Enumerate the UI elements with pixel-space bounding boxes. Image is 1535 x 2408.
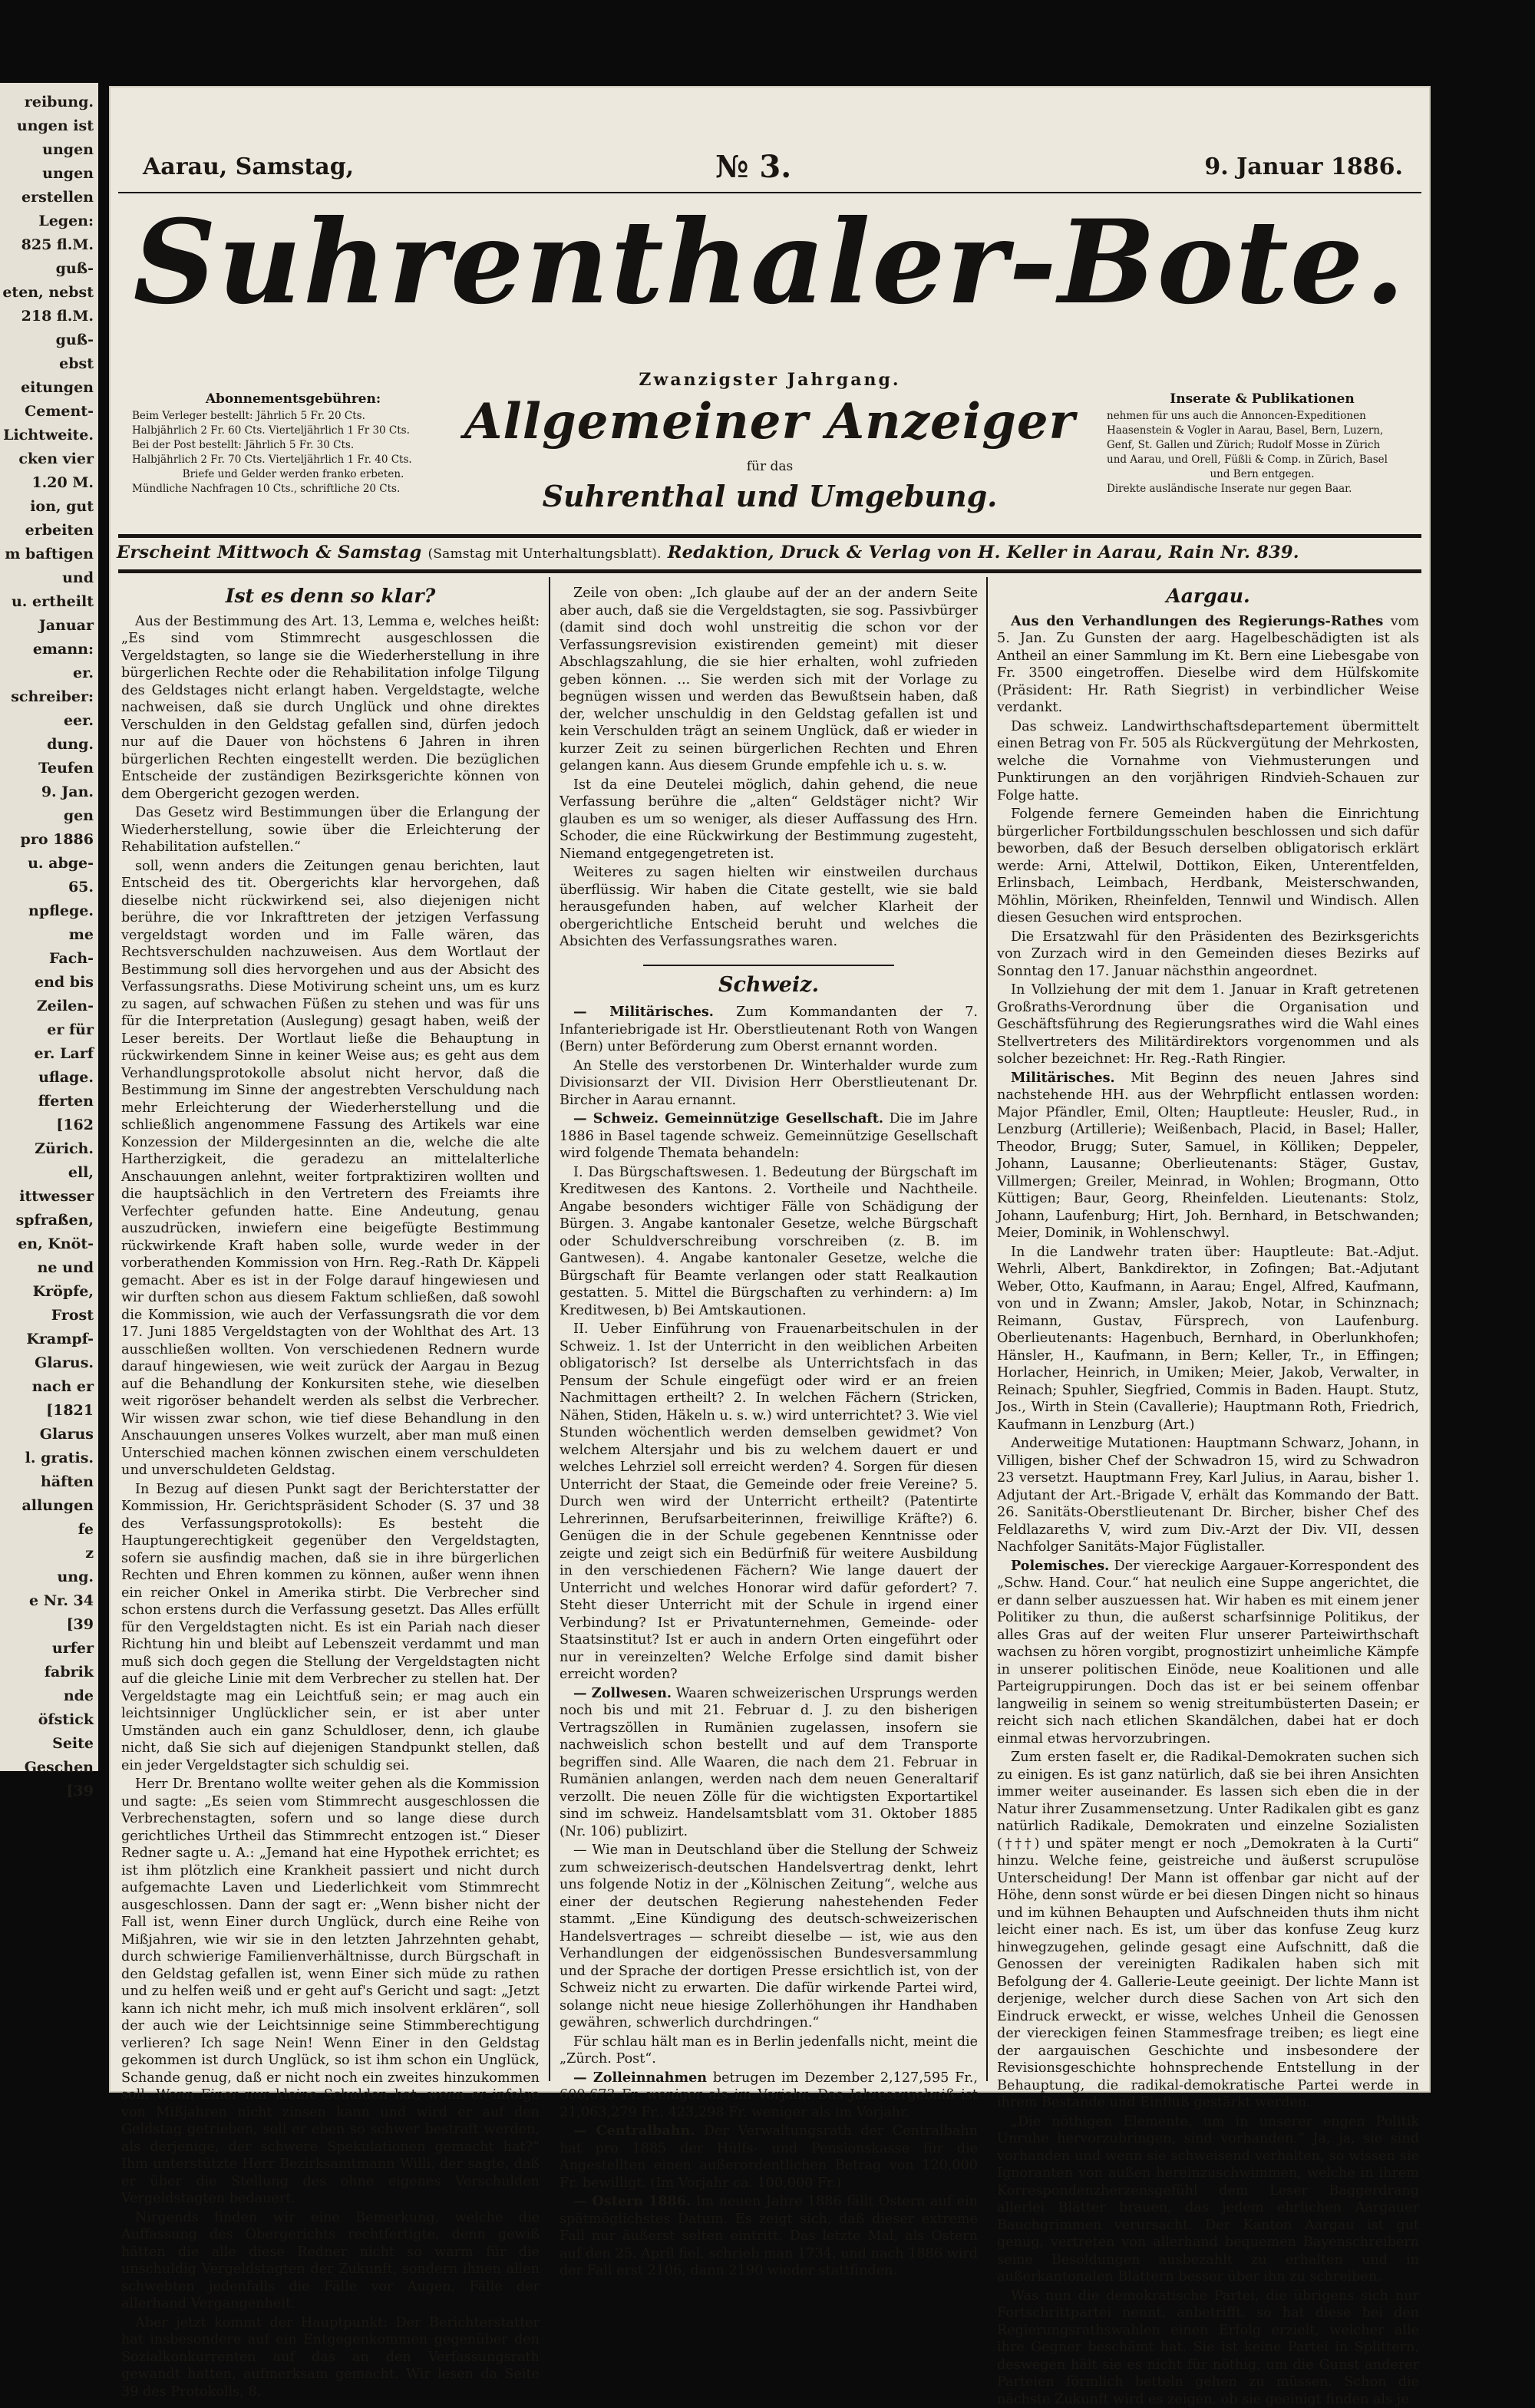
- news-item: [560, 2070, 978, 2122]
- masthead-title: Suhrenthaler-Bote.: [109, 195, 1431, 330]
- strip-text: u. ertheilt: [12, 593, 94, 610]
- news-runin: Aus den Verhandlungen des Regierungs-Rathes: [1011, 613, 1383, 629]
- news-text: Der Verwaltungsrath der Centralbahn hat pro 1885 der Hülfs- und Pensionskasse für die Angestellten einen außerordentlichen Betrag von 120,000 Fr. bewilligt. (Im Vorjahr ca. 100,000 Fr.): [560, 2123, 978, 2191]
- strip-text: ungen: [42, 165, 94, 182]
- news-item: [997, 1244, 1419, 1434]
- ads-line: Genf, St. Gallen und Zürich; Rudolf Mosse in Zürich: [1107, 438, 1418, 453]
- strip-text: dung.: [47, 736, 94, 753]
- paragraph: Aus der Bestimmung des Art. 13, Lemma e, welches heißt: „Es sind vom Stimmrecht ausgeschlossen die Vergeldstagten, so lange sie die Wiederherstellung in ihre bürgerlichen Rechte oder die Rehabilitation infolge Tilgung des Geldstages nicht erlangt haben. Vergeldstagte, welche nachweisen, daß sie durch Unglück und ohne direktes Verschulden in den Geldstag gefallen sind, dürfen jedoch nur auf die Dauer von höchstens 6 Jahren in ihren bürgerlichen Rechten eingestellt werden. Die bezüglichen Entscheide der zuständigen Bezirksgerichte können von dem Obergericht gezogen werden.: [121, 613, 540, 803]
- strip-text: erbeiten: [25, 522, 94, 539]
- paragraph: Herr Dr. Brentano wollte weiter gehen als die Kommission und sagte: „Es seien vom Stimmrecht ausgeschlossen die Verbrechenstagten, sofern und so lange diese durch gerichtliches Urtheil das Stimmrecht entzogen ist.“ Dieser Redner sagte u. A.: „Jemand hat eine Hypothek errichtet; es ist ihm plötzlich eine Krankheit passiert und nicht durch aufgemachte Laven und Liederlichkeit vom Stimmrecht ausgeschlossen. Dann der sagt er: „Wenn bisher nicht der Fall ist, wenn Einer durch Unglück, durch eine Reihe von Mißjahren, wie wir sie in den letzten Jahrzehnten gehabt, durch schwierige Familienverhältnisse, durch Bürgschaft in den Geldstag gefallen ist, wenn Einer sich müde zu rathen und zu helfen weiß und er geht auf's Gericht und sagt: „Jetzt kann ich nicht mehr, ich muß mich insolvent erklären“, soll der auch wie der Leichtsinnige seine Stimmberechtigung verlieren? Ich sage Nein! Wenn Einer in den Geldstag gekommen ist durch Unglück, so ist ihm schon ein Unglück, Schande genug, daß er nicht noch ein zweites hinzukommen soll. Wenn Einer nur kleine Schulden hat, wenn er infolge von Mißjahren nicht zinsen kann und wird er auf den Geldstag getrieben, soll er eben so schwer bestraft werden, als derjenige, der schwere Spekulationen gemacht hat?“ Ihm unterstützte Herr Bezirksamtmann Willi, der sagte, daß er über die Stellung des ohne eigenes Verschulden Vergeldstagten bedauert.: [121, 1776, 540, 2208]
- strip-text: eitungen: [21, 379, 94, 396]
- strip-text: Geschen: [25, 1759, 94, 1776]
- news-text: Die Ersatzwahl für den Präsidenten des Bezirksgerichts von Zurzach wird in den Gemeinden dieses Bezirks auf Sonntag den 17. Januar nächsthin angeordnet.: [997, 929, 1419, 979]
- news-item: [560, 1004, 978, 1056]
- news-text: „Die nöthigen Elemente, um in unserer engen Politik Unruhe hervorzubringen, sind vorhanden.“ Ja, ja, sie sind vorhanden und wenn sie schweisend verhalten, so wissen sie Ignoranten von außen hereinzuschwimmen, welche in ihrem Korrespondenzherzensgefühl dem Leser Baggerdrang allerlei Blätter brauen, das jedem ehrlichen Aargauer Bauchgrimmen verursacht. Der Kanton Aargau ist gut genug, vertreten von allerhand bequemen Bayenschreibern seine Besoldungen ausbezahlt zu erhalten und in außerkantonalen Blättern besser über ihn zu schreiben.: [997, 2114, 1419, 2285]
- ads-line: nehmen für uns auch die Annoncen-Expeditionen: [1107, 409, 1418, 424]
- imprint-rule-top: [118, 534, 1421, 538]
- news-item: [997, 1558, 1419, 1748]
- top-rule: [118, 192, 1421, 193]
- strip-text: 218 fl.M.: [21, 308, 94, 325]
- strip-text: z: [85, 1545, 94, 1562]
- strip-text: fferten: [38, 1093, 94, 1110]
- strip-text: gen: [64, 807, 94, 824]
- strip-text: m baftigen: [5, 546, 94, 562]
- news-text: Waaren schweizerischen Ursprungs werden noch bis und mit 21. Februar d. J. zu den bisherigen Vertragszöllen in Rumänien zugelassen, insofern sie nachweislich schon bestellt und auf dem Transporte begriffen sind. Alle Waaren, die nach dem 21. Februar in Rumänien anlangen, werden nach dem neuen Generaltarif verzollt. Die neuen Zölle für die wichtigsten Exportartikel sind im schweiz. Handelsamtsblatt vom 31. Oktober 1885 (Nr. 106) publizirt.: [560, 1686, 978, 1839]
- strip-text: Kröpfe,: [33, 1283, 94, 1300]
- imprint-paren: (Samstag mit Unterhaltungsblatt).: [428, 546, 662, 562]
- fuer-das: für das: [109, 459, 1431, 474]
- strip-text: ungen ist: [17, 117, 94, 134]
- paragraph: Ist da eine Deutelei möglich, dahin gehend, die neue Verfassung berühre die „alten“ Geldstäger nicht? Wir glauben es um so weniger, als dieser Auffassung des Hrn. Schoder, die eine Rückwirkung der Bestimmung zugesteht, Niemand entgegengetreten ist.: [560, 777, 978, 863]
- strip-text: Krampf-: [26, 1331, 94, 1347]
- strip-text: Legen:: [38, 213, 94, 229]
- news-item: [997, 1435, 1419, 1556]
- paragraph: Nirgends finden wir eine Bemerkung, welche die Auffassung des Obergerichts rechtfertigte, denn gewiß hätten die alle diese Redner nicht so warm für die unschuldig Vergeldstagten der Zukunft, sondern ihnen allen schwebten jedenfalls die Fälle vor Augen, Fälle der allerhand Vergangenheit.: [121, 2209, 540, 2313]
- strip-text: [1821: [46, 1402, 94, 1419]
- region-line: Suhrenthal und Umgebung.: [109, 479, 1431, 513]
- news-runin: — Zollwesen.: [573, 1685, 672, 1701]
- news-runin: Militärisches.: [1011, 1070, 1115, 1086]
- news-text: Die im Jahre 1886 in Basel tagende schweiz. Gemeinnützige Gesellschaft wird folgende Themata behandeln:: [560, 1111, 978, 1161]
- imprint-rule-bottom: [118, 569, 1421, 573]
- strip-text: 9. Jan.: [41, 783, 94, 800]
- adjacent-page-strip: [0, 83, 98, 1771]
- subscription-line: Mündliche Nachfragen 10 Cts., schriftliche 20 Cts.: [132, 482, 454, 496]
- news-item: [997, 981, 1419, 1068]
- strip-text: en, Knöt-: [18, 1235, 94, 1252]
- column-3: [997, 585, 1419, 2081]
- strip-text: er.: [73, 665, 94, 681]
- strip-text: Seite: [52, 1735, 94, 1752]
- news-text: In Vollziehung der mit dem 1. Januar in Kraft getretenen Großraths-Verordnung über die Organisation und Geschäftsführung des Regierungsrathes wird die Wahl eines Stellvertreters des Militärdirektors vorgenommen und als solcher bezeichnet: Hr. Reg.-Rath Ringier.: [997, 982, 1419, 1067]
- strip-text: end bis: [35, 974, 94, 991]
- newspaper-page: [109, 86, 1431, 2093]
- place-day: Aarau, Samstag,: [143, 153, 354, 180]
- strip-text: er für: [47, 1021, 94, 1038]
- news-item: [560, 1164, 978, 1320]
- news-text: Der viereckige Aargauer-Korrespondent des „Schw. Hand. Cour.“ hat neulich eine Suppe angerichtet, die er dann selber auszuessen hat. Wir haben es mit einem jener Politiker zu thun, die außerst scharfsinnige Politikus, der alles Gras auf der weiten Flur unserer Parteiwirthschaft wachsen zu hören vorgibt, prognostizirt unheimliche Kämpfe in unserer politischen Einöde, neue Koalitionen und alle Parteigruppirungen. Doch das ist er bei seinem offenbar langweilig in seinem so wenig streitumbüsterten Dasein; er reicht sich nach etlichen Skandälchen, dabei hat er doch einmal etwas hervorzubringen.: [997, 1559, 1419, 1747]
- imprint-main: Erscheint Mittwoch & Samstag: [117, 543, 421, 562]
- news-item: [997, 806, 1419, 927]
- news-text: betrugen im Dezember 2,127,595 Fr., 600,673 Fr. weniger als im Vorjahr. Das Jahresergebniß ist 21,063,279 Fr., 423,298 Fr. weniger als im Vorjahr.: [560, 2070, 978, 2120]
- imprint-rest: Redaktion, Druck & Verlag von H. Keller in Aarau, Rain Nr. 839.: [668, 543, 1299, 562]
- news-text: In die Landwehr traten über: Hauptleute: Bat.-Adjut. Wehrli, Albert, Bankdirektor, in Zofingen; Bat.-Adjutant Weber, Otto, Kaufmann, in Aarau; Engel, Alfred, Kaufmann, von und in Zwann; Amsler, Jakob, Notar, in Schinznach; Reimann, Gustav, Fürsprech, von Laufenburg. Oberlieutenants: Hagenbuch, Bernhard, in Oberlunkhofen; Hänsler, H., Kaufmann, in Bern; Keller, Tr., in Effingen; Horlacher, Heinrich, in Umiken; Meier, Jakob, Verwalter, in Reinach; Spuhler, Siegfried, Commis in Baden. Haupt. Stutz, Jos., Wirth in Stein (Cavallerie); Hauptmann Roth, Friedrich, Kaufmann in Lenzburg (Art.): [997, 1245, 1419, 1433]
- strip-text: allungen: [21, 1497, 94, 1514]
- strip-text: Januar: [39, 617, 94, 634]
- strip-text: nach er: [32, 1378, 94, 1395]
- news-text: Im neuen Jahre 1886 fällt Ostern auf ein spätmöglichstes Datum. Es zeigt sich, daß dieser extreme Fall nur äußerst selten eintritt. Das letzte Mal, als Ostern auf den 25. April fiel, schrieb man 1734, und nach 1886 wird der Fall erst 2106, dann 2190 wieder stattfinden.: [560, 2194, 978, 2278]
- column-divider-1: [549, 577, 550, 2081]
- subscription-title: Abonnementsgebühren:: [132, 391, 454, 407]
- strip-text: u. abge-: [28, 855, 94, 872]
- news-text: vom 5. Jan. Zu Gunsten der aarg. Hagelbeschädigten ist als Antheil an einer Sammlung im Kt. Bern eine Liebesgabe von Fr. 3500 eingetroffen. Dieselbe wird dem Hülfskomite (Präsident: Hr. Rath Siegrist) in verbindlicher Weise verdankt.: [997, 614, 1419, 716]
- section-title-schweiz: Schweiz.: [718, 973, 819, 997]
- strip-text: me: [69, 926, 94, 943]
- strip-text: öfstick: [38, 1711, 94, 1728]
- issue-date: 9. Januar 1886.: [1204, 153, 1403, 180]
- news-text: I. Das Bürgschaftswesen. 1. Bedeutung der Bürgschaft im Kreditwesen des Kantons. 2. Vortheile und Nachtheile. Angabe besonders wichtiger Fälle von Schädigung der Bürgen. 3. Angabe kantonaler Gesetze, welche Bürgschaft oder Schuldverschreibung vorschreiben (z. B. im Gantwesen). 4. Angabe kantonaler Gesetze, welche die Bürgschaft für Beamte verlangen oder statt Realkaution gestatten. 5. Mittel die Bürgschaften zu verhindern: a) Im Kreditwesen, b) Bei Amtskautionen.: [560, 1165, 978, 1318]
- strip-text: Zürich.: [35, 1140, 94, 1157]
- strip-text: ung.: [57, 1568, 94, 1585]
- subscription-line: Beim Verleger bestellt: Jährlich 5 Fr. 20 Cts.: [132, 409, 454, 424]
- news-runin: — Centralbahn.: [573, 2123, 695, 2139]
- news-item: [560, 2193, 978, 2280]
- ads-line: und Aarau, und Orell, Füßli & Comp. in Zürich, Basel: [1107, 453, 1418, 467]
- news-item: [560, 1057, 978, 1110]
- paragraph: Aber jetzt kommt der Hauptpunkt: Der Berichterstatter hat insbesondere auf ein Entgegenkommen gegenüber den Sozialkonkurrenten auf das an den Verfassungsrath gewandt hatten, aufmerksam gemacht. Wir lesen da Seite 39 des Protokolls, 8.: [121, 2314, 540, 2401]
- news-item: [997, 2288, 1419, 2408]
- strip-text: eer.: [64, 712, 94, 729]
- paragraph: soll, wenn anders die Zeitungen genau berichten, laut Entscheid des tit. Obergerichts klar hervorgehen, daß dieselbe nicht rückwirkend sei, also diejenigen nicht berühre, die vor Inkrafttreten der jetzigen Verfassung vergeldstagt worden und im Falle wären, das Rechtsverschulden nachzuweisen. Aus dem Wortlaut der Bestimmung soll dies hervorgehen und aus der Absicht des Verfassungsraths. Diese Motivirung scheint uns, um es kurz zu sagen, auf schwachen Füßen zu stehen und was für uns für die Interpretation (Auslegung) gesagt haben, weiß der Leser bereits. Der Wortlaut ließe die Behauptung in rückwirkendem Sinne in keiner Weise aus; es geht aus dem Verhandlungsprotokolle absolut nicht hervor, daß die Bestimmung im Sinne der angestrebten Verschuldung nach mehr Erleichterung der Wiederherstellung und die schließlich angenommene Fassung des Artikels war eine Konzession der Mildergesinnten an die, welche die alte Hartherzigkeit, die geradezu an mittelalterliche Anschauungen anlehnt, weiter fortpraktiziren wollten und die hauptsächlich in den Vertretern des Freiamts ihre Verfechter gefunden hatte. Eine Andeutung, genau auszudrücken, inwiefern eine beigefügte Bestimmung rückwirkende Kraft haben solle, wurde weder in der vorberathenden Kommission von Hrn. Reg.-Rath Dr. Käppeli gemacht. Aber es ist in der Folge darauf hingewiesen und wir durften schon aus diesem Faktum schließen, daß sowohl die Kommission, wie auch der Verfassungsrath die vor dem 17. Juni 1885 Vergeldstagten von der Wohlthat des Art. 13 ausschließen wollten. Von verschiedenen Rednern wurde darauf hingewiesen, wie weit zurück der Aargau in Bezug auf die Behandlung der Konkursiten stehe, wie dieselben weit rigoröser behandelt werden als selbst die Verbrecher. Wir wissen zwar schon, wie tief diese Behandlung in den Anschauungen unseres Volkes wurzelt, aber man muß einen Unterschied machen können zwischen einem verschuldeten und unverschuldeten Geldstag.: [121, 858, 540, 1479]
- strip-text: ebst: [59, 355, 94, 372]
- news-runin: — Schweiz. Gemeinnützige Gesellschaft.: [573, 1110, 883, 1126]
- news-item: [997, 2113, 1419, 2286]
- news-text: Das schweiz. Landwirthschaftsdepartement übermittelt einen Betrag von Fr. 505 als Rückvergütung der Mehrkosten, welche die Vornahme von Viehmusterungen und Punktirungen an den vorjährigen Rindvieh-Schauen zur Folge hatte.: [997, 719, 1419, 803]
- news-text: — Wie man in Deutschland über die Stellung der Schweiz zum schweizerisch-deutschen Handelsvertrag denkt, lehrt uns folgende Notiz in der „Kölnischen Zeitung“, welche aus einer der deutschen Regierung nahestehenden Feder stammt. „Eine Kündigung des deutsch-schweizerischen Handelsvertrages — schreibt dieselbe — ist, wie aus den Verhandlungen der eidgenössischen Bundesversammlung und der Sprache der dortigen Presse ersichtlich ist, von der Schweiz nicht zu erwarten. Die dafür wirkende Partei wird, solange nicht neue hiesige Zollerhöhungen ihr Handhaben gewähren, schwerlich durchdringen.“: [560, 1842, 978, 2030]
- strip-text: ell,: [68, 1164, 94, 1181]
- news-item: [560, 1842, 978, 2032]
- news-runin: — Ostern 1886.: [573, 2193, 691, 2209]
- strip-text: fabrik: [45, 1664, 94, 1681]
- news-item: [997, 1070, 1419, 1242]
- news-text: Anderweitige Mutationen: Hauptmann Schwarz, Johann, in Villigen, bisher Chef der Schwadron 15, wird zu Schwadron 23 versetzt. Hauptmann Frey, Karl Julius, in Aarau, bisher 1. Adjutant der Art.-Brigade V, erhält das Kommando der Batt. 26. Sanitäts-Oberstlieutenant Dr. Bircher, bisher Chef des Feldlazareths V, wird zum Div.-Arzt der Div. VII, dessen Nachfolger Sanitäts-Major Füglistaller.: [997, 1436, 1419, 1555]
- strip-text: fe: [78, 1521, 94, 1538]
- column-divider-2: [986, 577, 988, 2081]
- strip-text: ungen: [42, 141, 94, 158]
- strip-text: Zeilen-: [37, 998, 94, 1014]
- paragraph: Weiteres zu sagen hielten wir einstweilen durchaus überflüssig. Wir haben die Citate gestellt, wie sie bald herausgefunden haben, auf welcher Klarheit der obergerichtliche Entscheid beruht und welches die Absichten des Verfassungsrathes waren.: [560, 864, 978, 951]
- strip-text: l. gratis.: [25, 1450, 94, 1466]
- strip-text: 1.20 M.: [31, 474, 94, 491]
- news-item: [997, 613, 1419, 717]
- news-item: [560, 2034, 978, 2068]
- news-text: Zum ersten faselt er, die Radikal-Demokraten suchen sich zu einigen. Es ist ganz natürlich, daß sie bei ihren Ansichten immer weiter auseinander. Es lassen sich eben die in der Natur ihrer Zusammensetzung. Unter Radikalen gibt es ganz natürlich Radikale, Demokraten und einzelne Sozialisten (†††) und später mengt er noch „Demokraten à la Curti“ hinzu. Welche feine, geistreiche und äußerst scrupulöse Unterscheidung! Der Mann ist offenbar gar nicht auf der Höhe, denn sonst würde er bei diesen Dingen nicht so hinaus und im kühnen Behaupten und Aufschneiden thuts ihm nicht leicht einer nach. Es ist, um über das konfuse Zeug kurz hinwegzugehen, gelinde gesagt eine Aufschnitt, daß die Genossen der vereinigten Radikalen haben sich mit Befolgung der 4. Gallerie-Leute geeinigt. Der lichte Mann ist derjenige, welcher durch diese Sachen von Art sich den Eindruck erweckt, er wisse, welches Unheil die Genossen der viereckigen feinen Stammesfrage treiben; es liegt eine der aargauischen Geschichte und insbesondere der Revisionsgeschichte hohnsprechende Entstellung in der Behauptung, die radikal-demokratische Partei werde in ihrem Bestande und Einfluß gestärkt werden.: [997, 1750, 1419, 2110]
- paragraph: In Bezug auf diesen Punkt sagt der Berichterstatter der Kommission, Hr. Gerichtspräsident Schoder (S. 37 und 38 des Verfassungsprotokolls): Es besteht die Hauptungerechtigkeit gegenüber den Vergeldstagten, sofern sie ausfindig machen, daß sie in ihre bürgerlichen Rechten und Ehren kommen zu können, außer wenn ihnen ein reicher Onkel in Amerika stirbt. Die Verbrecher sind schon erstens durch die Verfassung gesetzt. Das Alles erfüllt für den Vergeldstagten nicht. Es ist ein Pariah nach dieser Richtung hin und bleibt auf Lebenszeit verdammt und man muß sich doch gegen die Stellung der Vergeldstagten nicht auf die gleiche Linie mit dem Verbrecher zu stellen hat. Der Vergeldstagte mag ein Leichtfuß sein; er mag auch ein leichtsinniger Unglücklicher sein, er ist aber unter Umständen auch ein ganz Schuldloser, denn, ich glaube nicht, daß Sie sich auf diejenigen Standpunkt stellen, daß ein jeder Vergeldstagter sich schuldig sei.: [121, 1481, 540, 1775]
- strip-text: 825 fl.M.: [21, 236, 94, 253]
- ads-box: [1107, 391, 1418, 496]
- paragraph: Zeile von oben: „Ich glaube auf der an der andern Seite aber auch, daß sie die Vergeldstagten, sie sog. Passivbürger (damit sind doch wohl unstreitig die schon vor der Verfassungsrevision existirenden gemeint) mit dieser Abschlagszahlung, die sie hier erhalten, wohl zufrieden geben können. ... Sie werden sich mit der Vorlage zu begnügen wissen und werden das Bewußtsein haben, daß der, welcher unschuldig in den Geldstag gefallen ist und kein Verschulden trägt an seinem Unglück, daß er wieder in kurzer Zeit zu seinen bürgerlichen Rechten und Ehren gelangen kann. Aus diesem Grunde empfehle ich u. s. w.: [560, 585, 978, 775]
- imprint-line: [117, 543, 1421, 566]
- strip-text: er. Larf: [35, 1045, 94, 1062]
- strip-text: e Nr. 34: [29, 1592, 94, 1609]
- strip-text: schreiber:: [11, 688, 94, 705]
- news-item: [997, 929, 1419, 981]
- news-item: [560, 1321, 978, 1684]
- strip-text: nde: [64, 1687, 94, 1704]
- news-item: [997, 718, 1419, 805]
- subtitle: Allgemeiner Anzeiger: [109, 393, 1431, 450]
- strip-text: [39: [67, 1783, 94, 1799]
- strip-text: häften: [41, 1473, 94, 1490]
- news-text: Was nun die demokratische Partei, die übrigens sich nur Fortschrittpartei nennt, anbetrifft, so hat diese bei den Regierungsrathswahlen einen Erfolg erzielt, welcher alle ihre Gegner beschämt hat. Sie ist keine Partei in Splittern, deswegen hält sie es nicht für nöthig, um die Gunst anderer Parteien förmlich betteln gehen zu müssen. Schon die nächste Zukunft wird es zeigen, ob sie geeinigt finden als je: [997, 2288, 1419, 2407]
- news-item: [560, 1685, 978, 1841]
- section-heading: [560, 965, 978, 997]
- strip-text: uflage.: [38, 1069, 94, 1086]
- news-text: Für schlau hält man es in Berlin jedenfalls nicht, meint die „Zürch. Post“.: [560, 2034, 978, 2067]
- ads-title: Inserate & Publikationen: [1107, 391, 1418, 407]
- news-runin: — Militärisches.: [573, 1004, 714, 1020]
- strip-text: cken vier: [18, 450, 94, 467]
- ads-line: und Bern entgegen.: [1107, 467, 1418, 482]
- news-text: II. Ueber Einführung von Frauenarbeitschulen in der Schweiz. 1. Ist der Unterricht in den weiblichen Arbeiten obligatorisch? Ist derselbe als Unterrichtsfach in das Pensum der Schule eingefügt oder wird er an freien Nachmittagen ertheilt? 2. In welchen Fächern (Stricken, Nähen, Stiden, Häkeln u. s. w.) wird unterrichtet? 3. Wie viel Stunden wöchentlich werden demselben gewidmet? Von welchem Altersjahr und bis zu welchem dauert er und welches Lehrziel soll erreicht werden? 4. Sorgen für diesen Unterricht der Staat, die Gemeinde oder freie Vereine? 5. Durch wen wird der Unterricht ertheilt? (Patentirte Lehrerinnen, Berufsarbeiterinnen, freiwillige Kräfte?) 6. Genügen die in der Schule gegebenen Kenntnisse oder zeigte und zeigt sich ein Bedürfniß für weitere Ausbildung in den verschiedenen Fächern? Wie lange dauert der Unterricht und welches Honorar wird dafür gefordert? 7. Steht dieser Unterricht mit der Schule in irgend einer Verbindung? Ist er Privatunternehmen, Gemeinde- oder Staatsinstitut? Ist er auch in andern Orten eingeführt oder nur in vereinzelten? Welche Erfolge sind damit bisher erreicht worden?: [560, 1321, 978, 1682]
- news-runin: Polemisches.: [1011, 1558, 1109, 1574]
- subscription-line: Bei der Post bestellt: Jährlich 5 Fr. 30 Cts.: [132, 438, 454, 453]
- strip-text: guß-: [56, 260, 94, 277]
- subscription-line: Halbjährlich 2 Fr. 60 Cts. Vierteljährlich 1 Fr 30 Cts.: [132, 424, 454, 438]
- news-text: An Stelle des verstorbenen Dr. Winterhalder wurde zum Divisionsarzt der VII. Division Herr Oberstlieutenant Dr. Bircher in Aarau ernannt.: [560, 1058, 978, 1108]
- strip-text: Glarus: [40, 1426, 94, 1443]
- strip-text: [162: [56, 1117, 94, 1133]
- news-text: Zum Kommandanten der 7. Infanteriebrigade ist Hr. Oberstlieutenant Roth von Wangen (Bern) unter Beförderung zum Oberst ernannt worden.: [560, 1004, 978, 1054]
- column-2: [560, 585, 978, 2081]
- article-title: Ist es denn so klar?: [121, 588, 540, 605]
- strip-text: ion, gut: [30, 498, 94, 515]
- ads-line: Haasenstein & Vogler in Aarau, Basel, Bern, Luzern,: [1107, 424, 1418, 438]
- subscription-line: Halbjährlich 2 Fr. 70 Cts. Vierteljährlich 1 Fr. 40 Cts.: [132, 453, 454, 467]
- strip-text: emann:: [33, 641, 94, 658]
- column-1: [121, 585, 540, 2081]
- paragraph: Das Gesetz wird Bestimmungen über die Erlangung der Wiederherstellung, sowie über die Erleichterung der Rehabilitation aufstellen.“: [121, 804, 540, 856]
- strip-text: [39: [67, 1616, 94, 1633]
- news-item: [560, 2123, 978, 2192]
- subscription-box: [132, 391, 454, 496]
- news-item: [997, 1749, 1419, 2112]
- strip-text: ittwesser: [19, 1188, 94, 1205]
- news-text: Folgende fernere Gemeinden haben die Einrichtung bürgerlicher Fortbildungsschulen beschlossen und sich dafür beworben, daß der Besuch derselben obligatorisch erklärt werde: Arni, Attelwil, Dottikon, Eiken, Unterentfelden, Erlinsbach, Leimbach, Herdbank, Meisterschwanden, Möhlin, Möriken, Rheinfelden, Tennwil und Windisch. Allen diesen Gesuchen wird entsprochen.: [997, 807, 1419, 925]
- strip-text: 65.: [68, 879, 94, 896]
- issue-number: № 3.: [715, 149, 791, 185]
- strip-text: Teufen: [38, 760, 94, 777]
- section-title-aargau: Aargau.: [997, 588, 1419, 605]
- strip-text: guß-: [56, 332, 94, 348]
- strip-text: Lichtweite.: [3, 427, 94, 444]
- strip-text: spfraßen,: [16, 1212, 94, 1229]
- strip-text: ne und: [38, 1259, 94, 1276]
- section-rule: [643, 965, 894, 966]
- strip-text: Fach-: [49, 950, 94, 967]
- ads-line: Direkte ausländische Inserate nur gegen Baar.: [1107, 482, 1418, 496]
- strip-text: pro 1886: [21, 831, 94, 848]
- strip-text: Glarus.: [35, 1354, 94, 1371]
- strip-text: Cement-: [25, 403, 94, 420]
- news-text: Mit Beginn des neuen Jahres sind nachstehende HH. aus der Wehrpflicht entlassen worden: Major Pfändler, Emil, Olten; Hauptleute: Heusler, Rud., in Lenzburg (Artillerie); Weißenbach, Placid, in Basel; Haller, Theodor, Brugg; Suter, Samuel, in Kölliken; Deppeler, Johann, Lausanne; Oberlieutenants: Stäger, Gustav, Villmergen; Greiler, Meinrad, in Wohlen; Brogmann, Otto Küttigen; Baur, Georg, Rheinfelden. Lieutenants: Stolz, Johann, Laufenburg; Hirt, Joh. Bernhard, in Betschwanden; Meier, Dominik, in Wohlenschwyl.: [997, 1070, 1419, 1242]
- strip-text: Frost: [51, 1307, 94, 1324]
- strip-text: urfer: [52, 1640, 94, 1657]
- subscription-line: Briefe und Gelder werden franko erbeten.: [132, 467, 454, 482]
- year-line: Zwanzigster Jahrgang.: [109, 370, 1431, 390]
- strip-text: reibung.: [25, 94, 94, 111]
- strip-text: npflege.: [28, 902, 94, 919]
- strip-text: eten, nebst: [2, 284, 94, 301]
- strip-text: und: [62, 569, 94, 586]
- strip-text: erstellen: [21, 189, 94, 206]
- news-item: [560, 1110, 978, 1163]
- news-runin: — Zolleinnahmen: [573, 2070, 707, 2086]
